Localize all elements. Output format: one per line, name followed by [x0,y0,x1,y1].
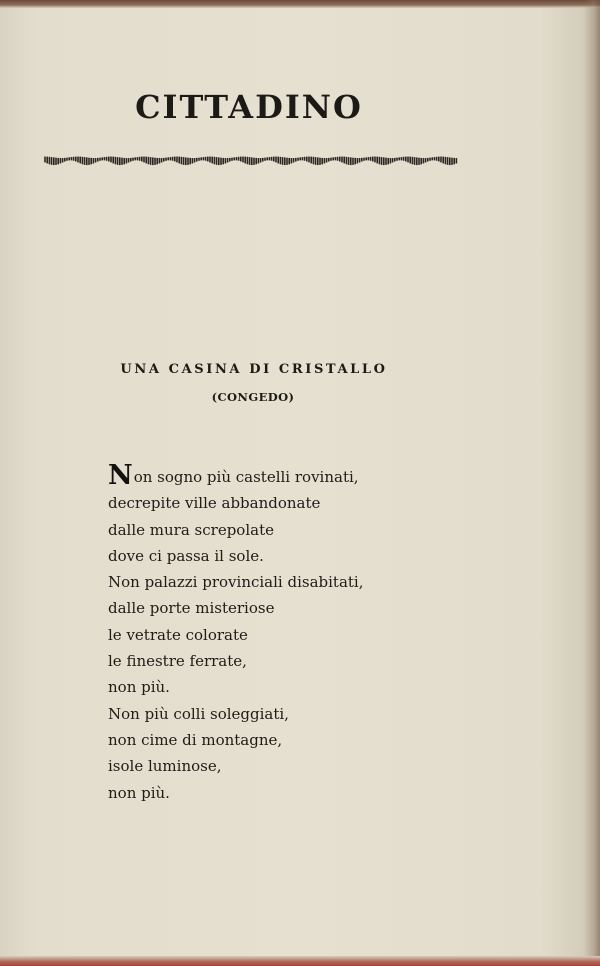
poem-line: non più. [108,783,170,802]
section-title: CITTADINO [135,88,363,126]
wavy-rule-ornament-icon [44,150,458,170]
page-top-edge [0,0,600,8]
page-bottom-edge [0,956,600,966]
poem-line: Non palazzi provinciali disabitati, [108,573,364,592]
poem-line: Non più colli soleggiati, [108,704,289,723]
poem-line: dalle mura screpolate [108,520,274,539]
poem-line: non cime di montagne, [108,730,283,749]
poem-line: le vetrate colorate [108,625,248,644]
page-right-edge [584,0,600,966]
poem-line [108,460,438,491]
poem-line: dalle porte misteriose [108,599,275,618]
poem-line: le finestre ferrate, [108,652,247,671]
poem-line: non più. [108,678,170,697]
poem-line: decrepite ville abbandonate [108,494,321,513]
poem-heading: UNA CASINA DI CRISTALLO [120,362,388,377]
poem-line-text: on sogno più castelli rovinati, [133,468,359,486]
poem-subheading: (CONGEDO) [211,390,295,404]
poem-body [108,460,438,806]
drop-cap: N [108,460,133,491]
poem-line: isole luminose, [108,757,222,776]
poem-line: dove ci passa il sole. [108,546,264,565]
